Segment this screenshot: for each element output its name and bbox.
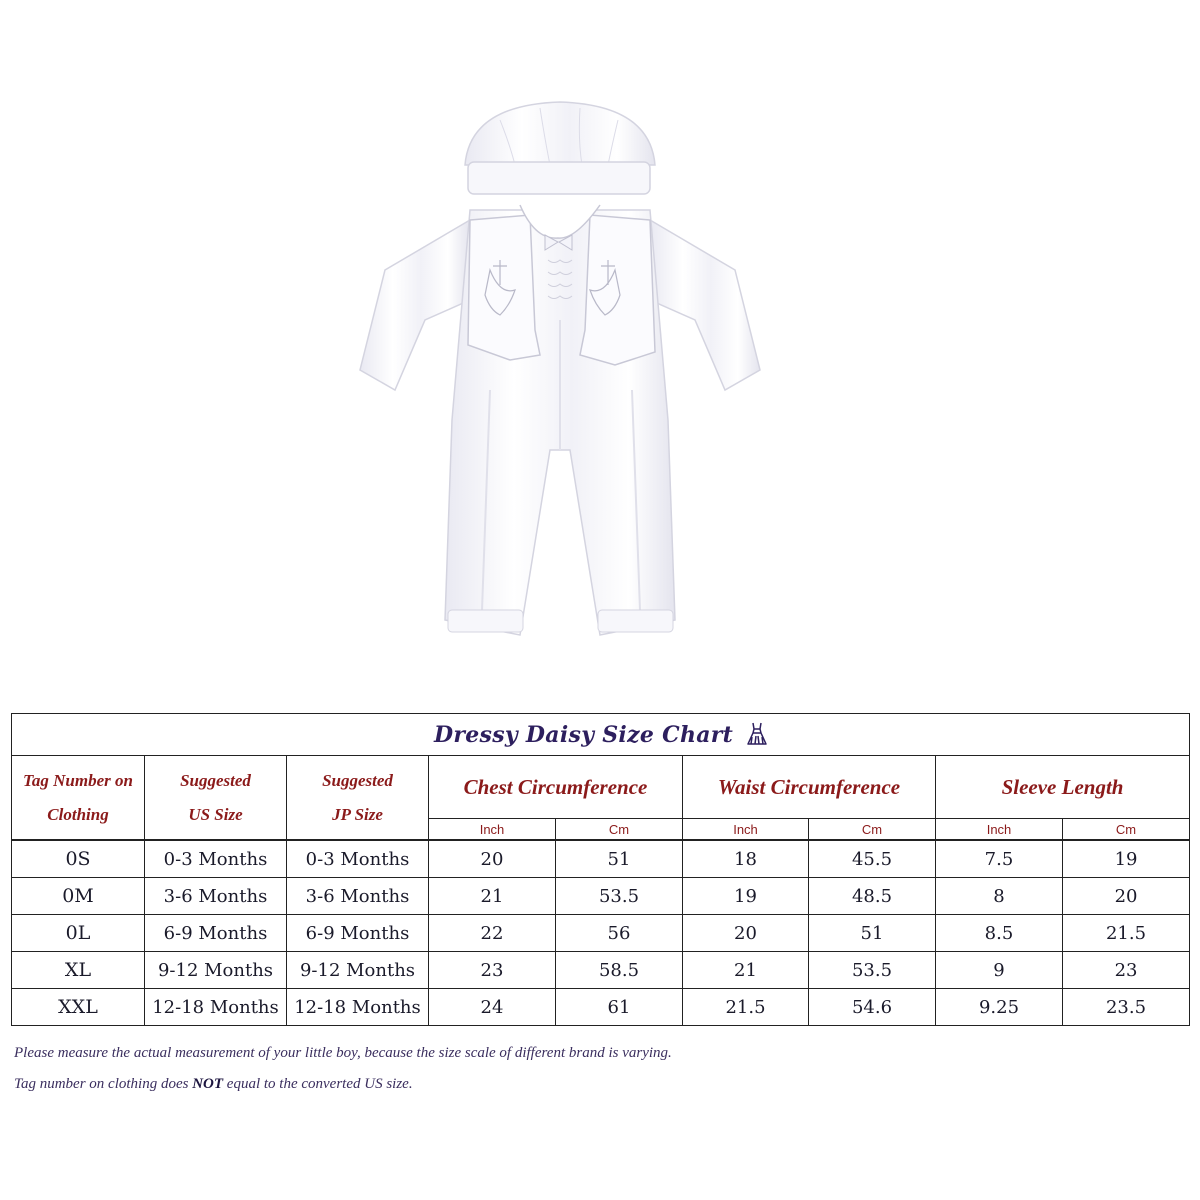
- cell-jp-size: 6-9 Months: [287, 915, 429, 952]
- cell-us-size: 3-6 Months: [145, 878, 287, 915]
- cell-chest-inch: 22: [429, 915, 556, 952]
- header-chest: Chest Circumference: [429, 756, 683, 819]
- size-chart-title: Dressy Daisy Size Chart: [433, 721, 734, 748]
- cell-waist-cm: 53.5: [809, 952, 936, 989]
- cell-waist-cm: 51: [809, 915, 936, 952]
- dress-icon: [747, 722, 767, 746]
- table-row: [12, 952, 1190, 989]
- cell-chest-cm: 51: [556, 840, 683, 878]
- subheader-chest-inch: Inch: [429, 819, 556, 841]
- cell-tag: 0S: [12, 840, 145, 878]
- cell-tag: 0M: [12, 878, 145, 915]
- cell-tag: XXL: [12, 989, 145, 1026]
- cell-us-size: 12-18 Months: [145, 989, 287, 1026]
- cell-waist-inch: 21.5: [683, 989, 809, 1026]
- cell-jp-size: 12-18 Months: [287, 989, 429, 1026]
- cell-sleeve-cm: 19: [1063, 840, 1190, 878]
- header-us-size: Suggested US Size: [145, 756, 287, 841]
- cell-sleeve-cm: 20: [1063, 878, 1190, 915]
- baby-romper-image: [350, 90, 770, 650]
- header-tag-number: Tag Number on Clothing: [12, 756, 145, 841]
- cell-chest-cm: 56: [556, 915, 683, 952]
- cell-jp-size: 3-6 Months: [287, 878, 429, 915]
- cell-waist-inch: 19: [683, 878, 809, 915]
- cell-sleeve-inch: 7.5: [936, 840, 1063, 878]
- cell-sleeve-cm: 23: [1063, 952, 1190, 989]
- cell-us-size: 0-3 Months: [145, 840, 287, 878]
- cell-waist-cm: 45.5: [809, 840, 936, 878]
- cell-us-size: 9-12 Months: [145, 952, 287, 989]
- cell-chest-cm: 53.5: [556, 878, 683, 915]
- cell-chest-inch: 24: [429, 989, 556, 1026]
- header-jp-size: Suggested JP Size: [287, 756, 429, 841]
- cell-chest-inch: 20: [429, 840, 556, 878]
- cell-us-size: 6-9 Months: [145, 915, 287, 952]
- cell-sleeve-inch: 9.25: [936, 989, 1063, 1026]
- product-image: [350, 90, 770, 650]
- cell-waist-cm: 54.6: [809, 989, 936, 1026]
- measurement-notes: [14, 1044, 1184, 1106]
- subheader-chest-cm: Cm: [556, 819, 683, 841]
- subheader-waist-cm: Cm: [809, 819, 936, 841]
- cell-sleeve-inch: 8: [936, 878, 1063, 915]
- cell-chest-cm: 58.5: [556, 952, 683, 989]
- cell-chest-inch: 21: [429, 878, 556, 915]
- cell-jp-size: 9-12 Months: [287, 952, 429, 989]
- subheader-sleeve-inch: Inch: [936, 819, 1063, 841]
- cell-waist-inch: 21: [683, 952, 809, 989]
- cell-sleeve-inch: 8.5: [936, 915, 1063, 952]
- cell-sleeve-cm: 23.5: [1063, 989, 1190, 1026]
- subheader-waist-inch: Inch: [683, 819, 809, 841]
- note-emphasis: NOT: [192, 1076, 224, 1092]
- header-sleeve: Sleeve Length: [936, 756, 1190, 819]
- cell-jp-size: 0-3 Months: [287, 840, 429, 878]
- cell-sleeve-cm: 21.5: [1063, 915, 1190, 952]
- table-row: [12, 840, 1190, 878]
- size-chart-title-cell: [12, 714, 1190, 756]
- table-row: [12, 989, 1190, 1026]
- header-waist: Waist Circumference: [683, 756, 936, 819]
- note-measure: Please measure the actual measurement of your little boy, because the size scale of different brand is varying.: [14, 1045, 672, 1061]
- size-chart-table: [11, 713, 1190, 1026]
- cell-waist-inch: 18: [683, 840, 809, 878]
- note-tag-number: Tag number on clothing does NOT equal to the converted US size.: [14, 1076, 413, 1092]
- cell-tag: XL: [12, 952, 145, 989]
- table-row: [12, 915, 1190, 952]
- subheader-sleeve-cm: Cm: [1063, 819, 1190, 841]
- cell-waist-inch: 20: [683, 915, 809, 952]
- table-row: [12, 878, 1190, 915]
- cell-waist-cm: 48.5: [809, 878, 936, 915]
- cell-sleeve-inch: 9: [936, 952, 1063, 989]
- cell-chest-inch: 23: [429, 952, 556, 989]
- cell-chest-cm: 61: [556, 989, 683, 1026]
- cell-tag: 0L: [12, 915, 145, 952]
